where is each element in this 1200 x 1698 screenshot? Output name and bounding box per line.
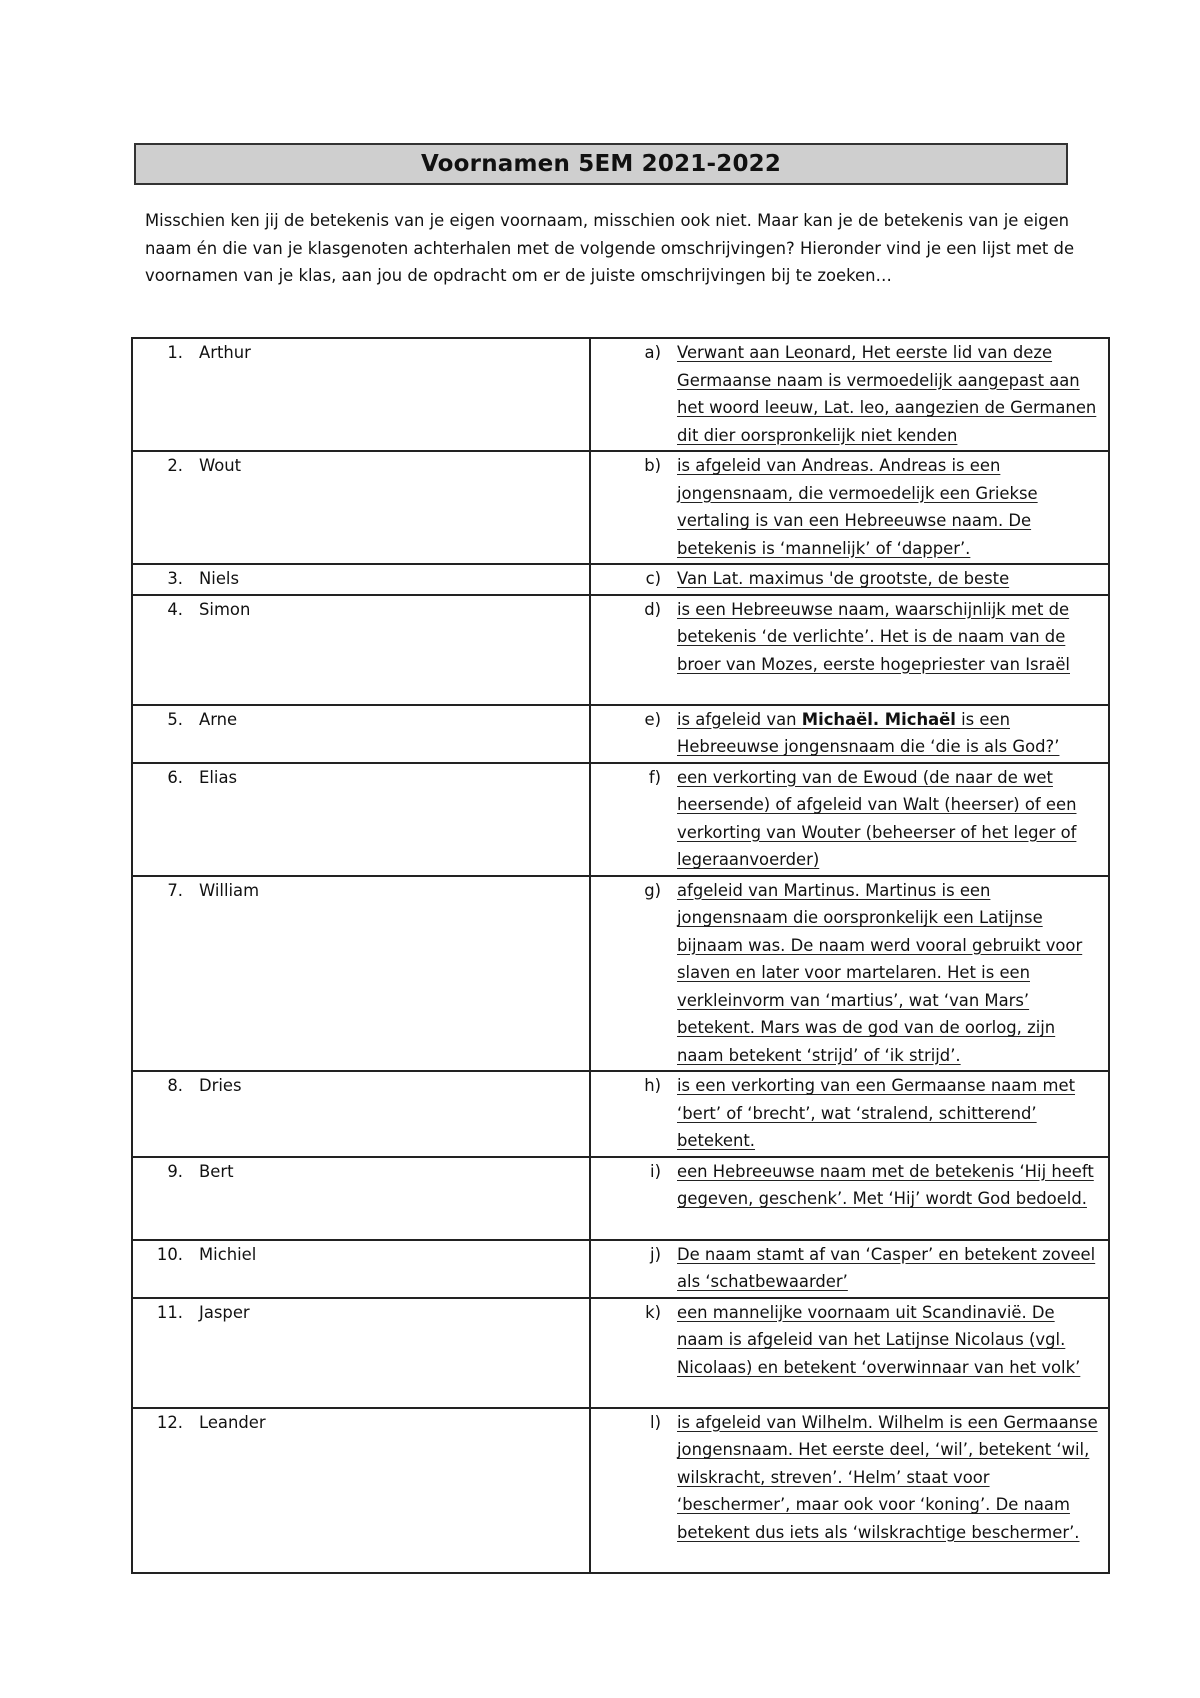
description-text: Van Lat. maximus 'de grootste, de beste: [677, 569, 1010, 588]
row-letter: l): [650, 1412, 661, 1432]
name-cell: [132, 1157, 590, 1240]
table-row: [132, 595, 1109, 705]
row-number: 8.: [167, 1076, 183, 1095]
name-cell: [132, 1298, 590, 1408]
description-text: De naam stamt af van ‘Casper’ en betekent zoveel als ‘schatbewaarder’: [677, 1244, 1096, 1291]
description-cell: [590, 876, 1109, 1072]
description-text: is afgeleid van Wilhelm. Wilhelm is een Germaanse jongensnaam. Het eerste deel, ‘wil’, betekent ‘wil, wilskracht, streven’. ‘Helm’ staat voor ‘beschermer’, maar ook voor ‘koning’. De naam betekent dus iets als ‘wilskrachtige beschermer’.: [677, 1412, 1098, 1542]
name-cell: [132, 1071, 590, 1157]
name-cell: [132, 595, 590, 705]
row-letter: f): [648, 767, 661, 787]
row-letter: d): [644, 599, 661, 619]
description-cell: [590, 1157, 1109, 1240]
description-cell: [590, 1408, 1109, 1573]
description-cell: [590, 338, 1109, 451]
name-cell: [132, 451, 590, 564]
row-letter: a): [644, 343, 661, 362]
row-letter: e): [644, 709, 661, 729]
table-row: [132, 451, 1109, 564]
row-number: 10.: [156, 1244, 183, 1264]
name-cell: [132, 338, 590, 451]
description-cell: [590, 451, 1109, 564]
page-title: Voornamen 5EM 2021-2022: [420, 151, 782, 177]
row-letter: c): [645, 569, 661, 588]
name-cell: [132, 1408, 590, 1573]
first-name: Michiel: [199, 1244, 257, 1264]
first-name: Arthur: [199, 343, 251, 362]
table-row: [132, 1157, 1109, 1240]
description-text: is afgeleid van Andreas. Andreas is een jongensnaam, die vermoedelijk een Griekse vertaling is van een Hebreeuwse naam. De betekenis is ‘mannelijk’ of ‘dapper’.: [677, 456, 1038, 558]
row-number: 9.: [167, 1161, 183, 1181]
description-cell: [590, 705, 1109, 763]
intro-paragraph: Misschien ken jij de betekenis van je eigen voornaam, misschien ook niet. Maar kan je de betekenis van je eigen naam én die van je klasgenoten achterhalen met de volgende omschrijvingen? Hieronder vind je een lijst met de voornamen van je klas, aan jou de opdracht om er de juiste omschrijvingen bij te zoeken…: [145, 211, 1075, 285]
table-row: [132, 763, 1109, 876]
description-text: is een verkorting van een Germaanse naam met ‘bert’ of ‘brecht’, wat ‘stralend, schitterend’ betekent.: [677, 1076, 1076, 1150]
row-letter: g): [644, 880, 661, 900]
description-cell: [590, 564, 1109, 595]
first-name: Dries: [199, 1076, 242, 1095]
description-text: afgeleid van Martinus. Martinus is een jongensnaam die oorspronkelijk een Latijnse bijnaam was. De naam werd vooral gebruikt voor slaven en later voor martelaren. Het is een verkleinvorm van ‘martius’, wat ‘van Mars’ betekent. Mars was de god van de oorlog, zijn naam betekent ‘strijd’ of ‘ik strijd’.: [677, 880, 1083, 1065]
description-cell: [590, 595, 1109, 705]
description-cell: [590, 763, 1109, 876]
description-cell: [590, 1240, 1109, 1298]
table-row: [132, 338, 1109, 451]
name-cell: [132, 876, 590, 1072]
table-row: [132, 876, 1109, 1072]
row-letter: b): [644, 456, 661, 475]
table-row: [132, 1240, 1109, 1298]
table-row: [132, 564, 1109, 595]
description-text: is afgeleid van Michaël. Michaël is een Hebreeuwse jongensnaam die ‘die is als God?’: [677, 709, 1060, 756]
name-cell: [132, 564, 590, 595]
row-letter: j): [650, 1244, 661, 1264]
row-number: 1.: [167, 343, 183, 362]
description-text: een mannelijke voornaam uit Scandinavië. De naam is afgeleid van het Latijnse Nicolaus (vgl. Nicolaas) en betekent ‘overwinnaar van het volk’: [677, 1302, 1081, 1377]
table-row: [132, 1298, 1109, 1408]
first-name: Elias: [199, 767, 238, 787]
row-letter: i): [650, 1161, 661, 1181]
row-number: 11.: [156, 1302, 183, 1322]
name-cell: [132, 705, 590, 763]
first-name: Wout: [199, 456, 242, 475]
row-number: 12.: [156, 1412, 183, 1432]
row-letter: h): [644, 1076, 661, 1095]
name-cell: [132, 763, 590, 876]
description-cell: [590, 1071, 1109, 1157]
row-number: 5.: [167, 709, 183, 729]
first-name: Bert: [199, 1161, 234, 1181]
description-text: een verkorting van de Ewoud (de naar de wet heersende) of afgeleid van Walt (heerser) of een verkorting van Wouter (beheerser of het leger of legeraanvoerder): [677, 767, 1077, 869]
row-number: 3.: [167, 569, 183, 588]
first-name: Leander: [199, 1412, 266, 1432]
name-cell: [132, 1240, 590, 1298]
row-number: 2.: [167, 456, 183, 475]
first-name: Jasper: [199, 1302, 250, 1322]
first-name: Niels: [199, 569, 239, 588]
row-number: 7.: [167, 880, 183, 900]
table-row: [132, 705, 1109, 763]
row-number: 6.: [167, 767, 183, 787]
description-cell: [590, 1298, 1109, 1408]
description-text: is een Hebreeuwse naam, waarschijnlijk met de betekenis ‘de verlichte’. Het is de naam van de broer van Mozes, eerste hogepriester van Israël: [677, 599, 1070, 674]
first-name: Arne: [199, 709, 238, 729]
names-table: [131, 337, 1110, 1574]
description-text: een Hebreeuwse naam met de betekenis ‘Hij heeft gegeven, geschenk’. Met ‘Hij’ wordt God bedoeld.: [677, 1161, 1094, 1208]
first-name: William: [199, 880, 260, 900]
title-box: [134, 143, 1068, 185]
first-name: Simon: [199, 599, 251, 619]
description-text: Verwant aan Leonard, Het eerste lid van deze Germaanse naam is vermoedelijk aangepast aan het woord leeuw, Lat. leo, aangezien de Germanen dit dier oorspronkelijk niet kenden: [677, 343, 1097, 445]
table-row: [132, 1071, 1109, 1157]
table-row: [132, 1408, 1109, 1573]
row-number: 4.: [167, 599, 183, 619]
row-letter: k): [645, 1302, 661, 1322]
